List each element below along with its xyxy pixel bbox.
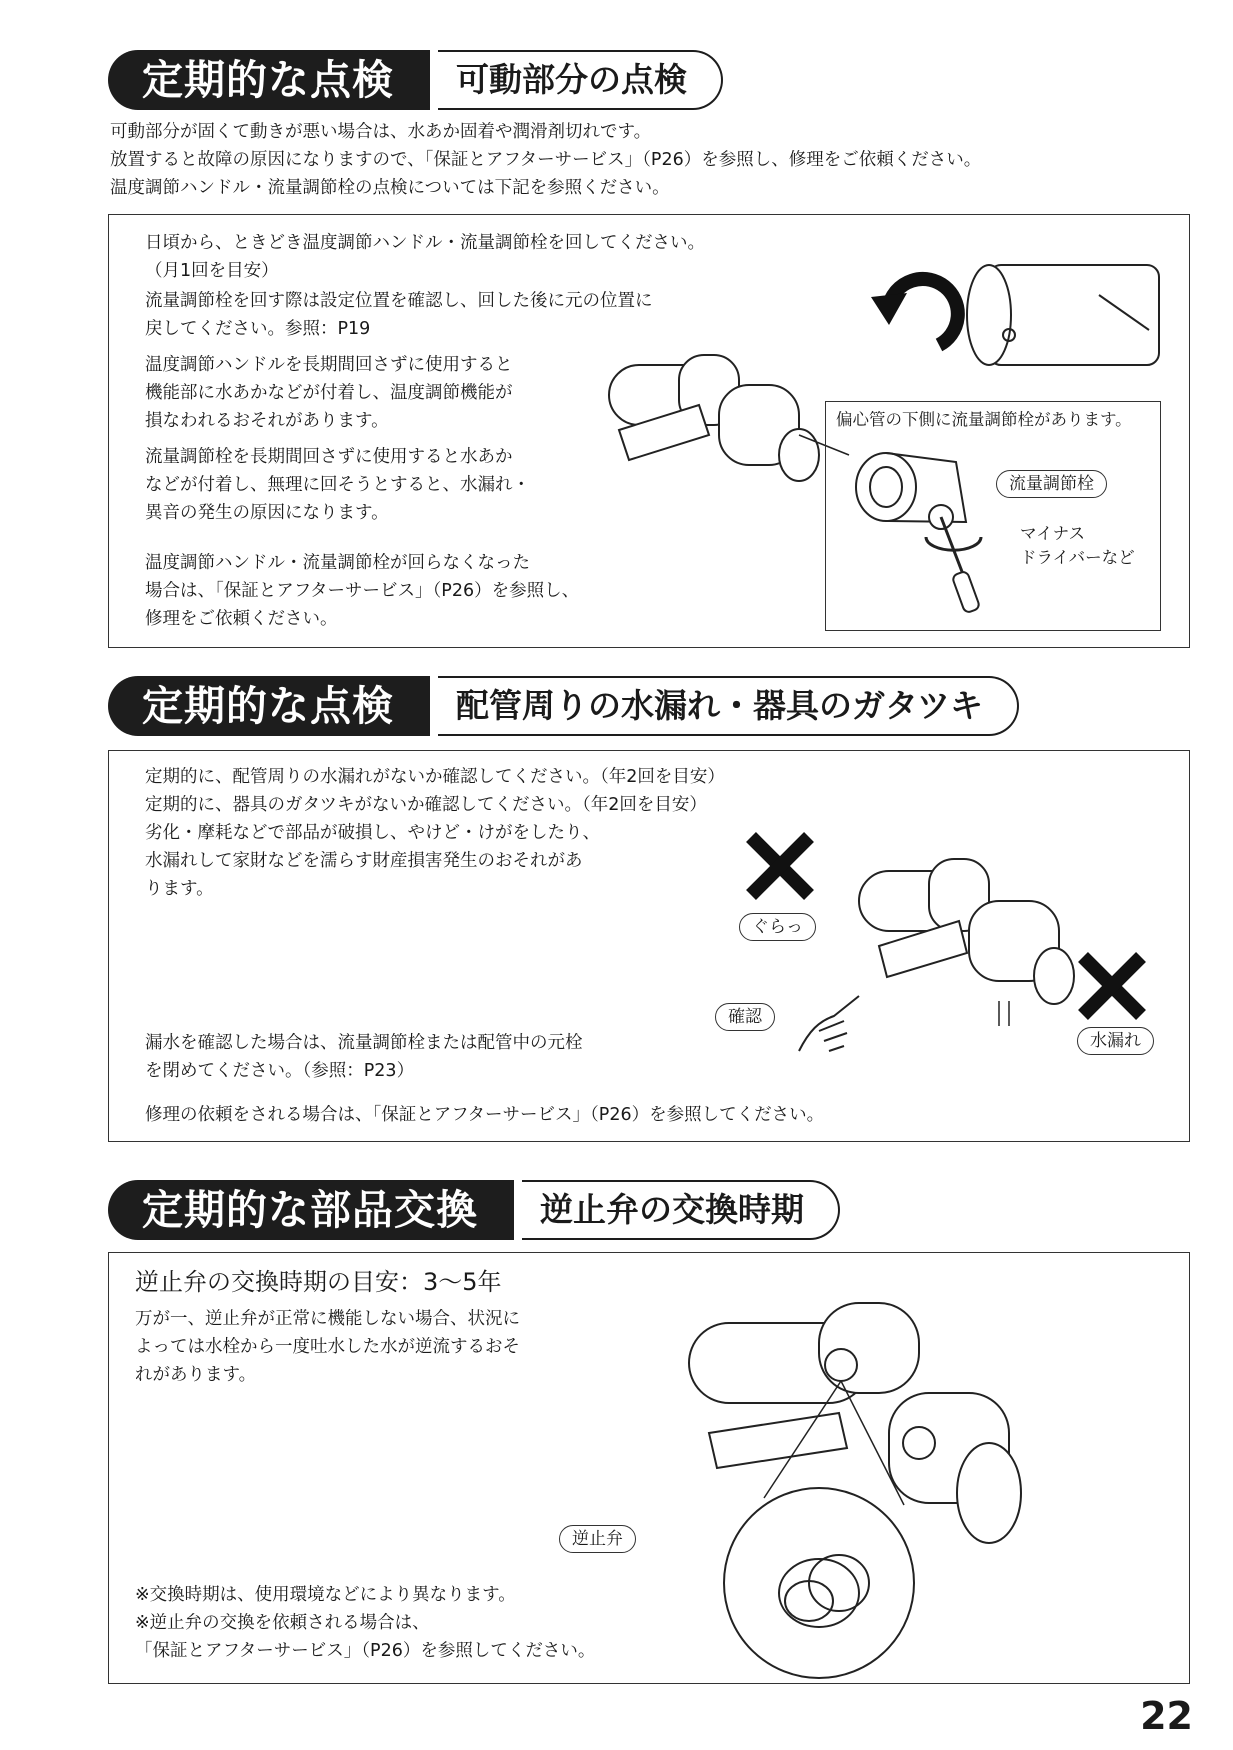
- check-valve-box: [108, 1252, 1190, 1684]
- section-header-movable: [108, 50, 723, 110]
- section-subtitle: 配管周りの水漏れ・器具のガタツキ: [438, 676, 1019, 736]
- section-subtitle: 可動部分の点検: [438, 50, 723, 110]
- replacement-heading: 逆止弁の交換時期の目安：3～5年: [135, 1268, 502, 1296]
- paragraph: [145, 229, 705, 285]
- text-line: 温度調節ハンドル・流量調節栓が回らなくなった: [145, 553, 530, 573]
- intro-text: [110, 118, 981, 202]
- driver-label: [1020, 522, 1135, 570]
- text-line: 万が一、逆止弁が正常に機能しない場合、状況に: [135, 1309, 520, 1329]
- paragraph: [145, 1029, 583, 1085]
- text-line: を閉めてください。（参照：P23）: [145, 1061, 415, 1081]
- intro-line: 放置すると故障の原因になりますので、「保証とアフターサービス」（P26）を参照し、修理をご依頼ください。: [110, 150, 982, 170]
- section-header-leak: [108, 676, 1019, 736]
- text-line: 劣化・摩耗などで部品が破損し、やけど・けがをしたり、: [145, 823, 600, 843]
- text-line: ※交換時期は、使用環境などにより異なります。: [135, 1585, 516, 1605]
- text-line: 場合は、「保証とアフターサービス」（P26）を参照し、: [145, 581, 580, 601]
- text-line: 定期的に、配管周りの水漏れがないか確認してください。（年2回を目安）: [145, 767, 725, 787]
- repair-note: 修理の依頼をされる場合は、「保証とアフターサービス」（P26）を参照してください。: [145, 1105, 825, 1125]
- text-line: ドライバーなど: [1020, 548, 1135, 567]
- text-line: 漏水を確認した場合は、流量調節栓または配管中の元栓: [145, 1033, 583, 1053]
- hand-icon: [789, 991, 869, 1061]
- section-title: 定期的な部品交換: [108, 1180, 514, 1240]
- paragraph: [145, 443, 530, 527]
- section-title: 定期的な点検: [108, 676, 430, 736]
- text-line: 流量調節栓を長期間回さずに使用すると水あか: [145, 447, 513, 467]
- section-subtitle: 逆止弁の交換時期: [522, 1180, 840, 1240]
- text-line: 日頃から、ときどき温度調節ハンドル・流量調節栓を回してください。: [145, 233, 705, 253]
- text-line: よっては水栓から一度吐水した水が逆流するおそ: [135, 1337, 520, 1357]
- movable-parts-box: [108, 214, 1190, 648]
- text-line: などが付着し、無理に回そうとすると、水漏れ・: [145, 475, 530, 495]
- intro-line: 可動部分が固くて動きが悪い場合は、水あか固着や潤滑剤切れです。: [110, 122, 652, 142]
- leak-check-box: [108, 750, 1190, 1142]
- text-line: 温度調節ハンドルを長期間回さずに使用すると: [145, 355, 513, 375]
- text-line: 「保証とアフターサービス」（P26）を参照してください。: [135, 1641, 596, 1661]
- text-line: ります。: [145, 879, 214, 899]
- paragraph: [135, 1305, 520, 1389]
- paragraph: [145, 549, 579, 633]
- text-line: 異音の発生の原因になります。: [145, 503, 389, 523]
- wobble-label: ぐらっ: [739, 913, 816, 941]
- text-line: マイナス: [1020, 524, 1086, 543]
- paragraph: [145, 351, 513, 435]
- check-label: 確認: [715, 1003, 775, 1031]
- check-valve-illustration: [669, 1283, 1109, 1663]
- text-line: 流量調節栓を回す際は設定位置を確認し、回した後に元の位置に: [145, 291, 653, 311]
- text-line: ※逆止弁の交換を依頼される場合は、: [135, 1613, 430, 1633]
- leak-label: 水漏れ: [1077, 1027, 1154, 1055]
- text-line: 修理をご依頼ください。: [145, 609, 338, 629]
- section-header-replacement: [108, 1180, 840, 1240]
- valve-screwdriver-illustration: [846, 442, 1016, 622]
- text-line: 定期的に、器具のガタツキがないか確認してください。（年2回を目安）: [145, 795, 707, 815]
- text-line: （月1回を目安）: [145, 261, 279, 281]
- valve-label: 流量調節栓: [996, 470, 1107, 498]
- text-line: 損なわれるおそれがあります。: [145, 411, 389, 431]
- notes: [135, 1581, 595, 1665]
- check-valve-label: 逆止弁: [559, 1525, 636, 1553]
- paragraph: [145, 763, 725, 903]
- rotate-handle-illustration: [849, 235, 1179, 385]
- text-line: 機能部に水あかなどが付着し、温度調節機能が: [145, 383, 513, 403]
- text-line: 水漏れして家財などを濡らす財産損害発生のおそれがあ: [145, 851, 583, 871]
- faucet-illustration: [839, 851, 1079, 1031]
- cross-mark-icon: [745, 831, 815, 901]
- intro-line: 温度調節ハンドル・流量調節栓の点検については下記を参照ください。: [110, 178, 670, 198]
- text-line: れがあります。: [135, 1365, 257, 1385]
- page-number: 22: [1140, 1694, 1193, 1738]
- cross-mark-icon: [1077, 951, 1147, 1021]
- text-line: 戻してください。参照：P19: [145, 319, 371, 339]
- paragraph: [145, 287, 653, 343]
- inset-caption: 偏心管の下側に流量調節栓があります。: [836, 410, 1132, 429]
- inset-panel: [825, 401, 1161, 631]
- faucet-illustration: [599, 345, 829, 515]
- section-title: 定期的な点検: [108, 50, 430, 110]
